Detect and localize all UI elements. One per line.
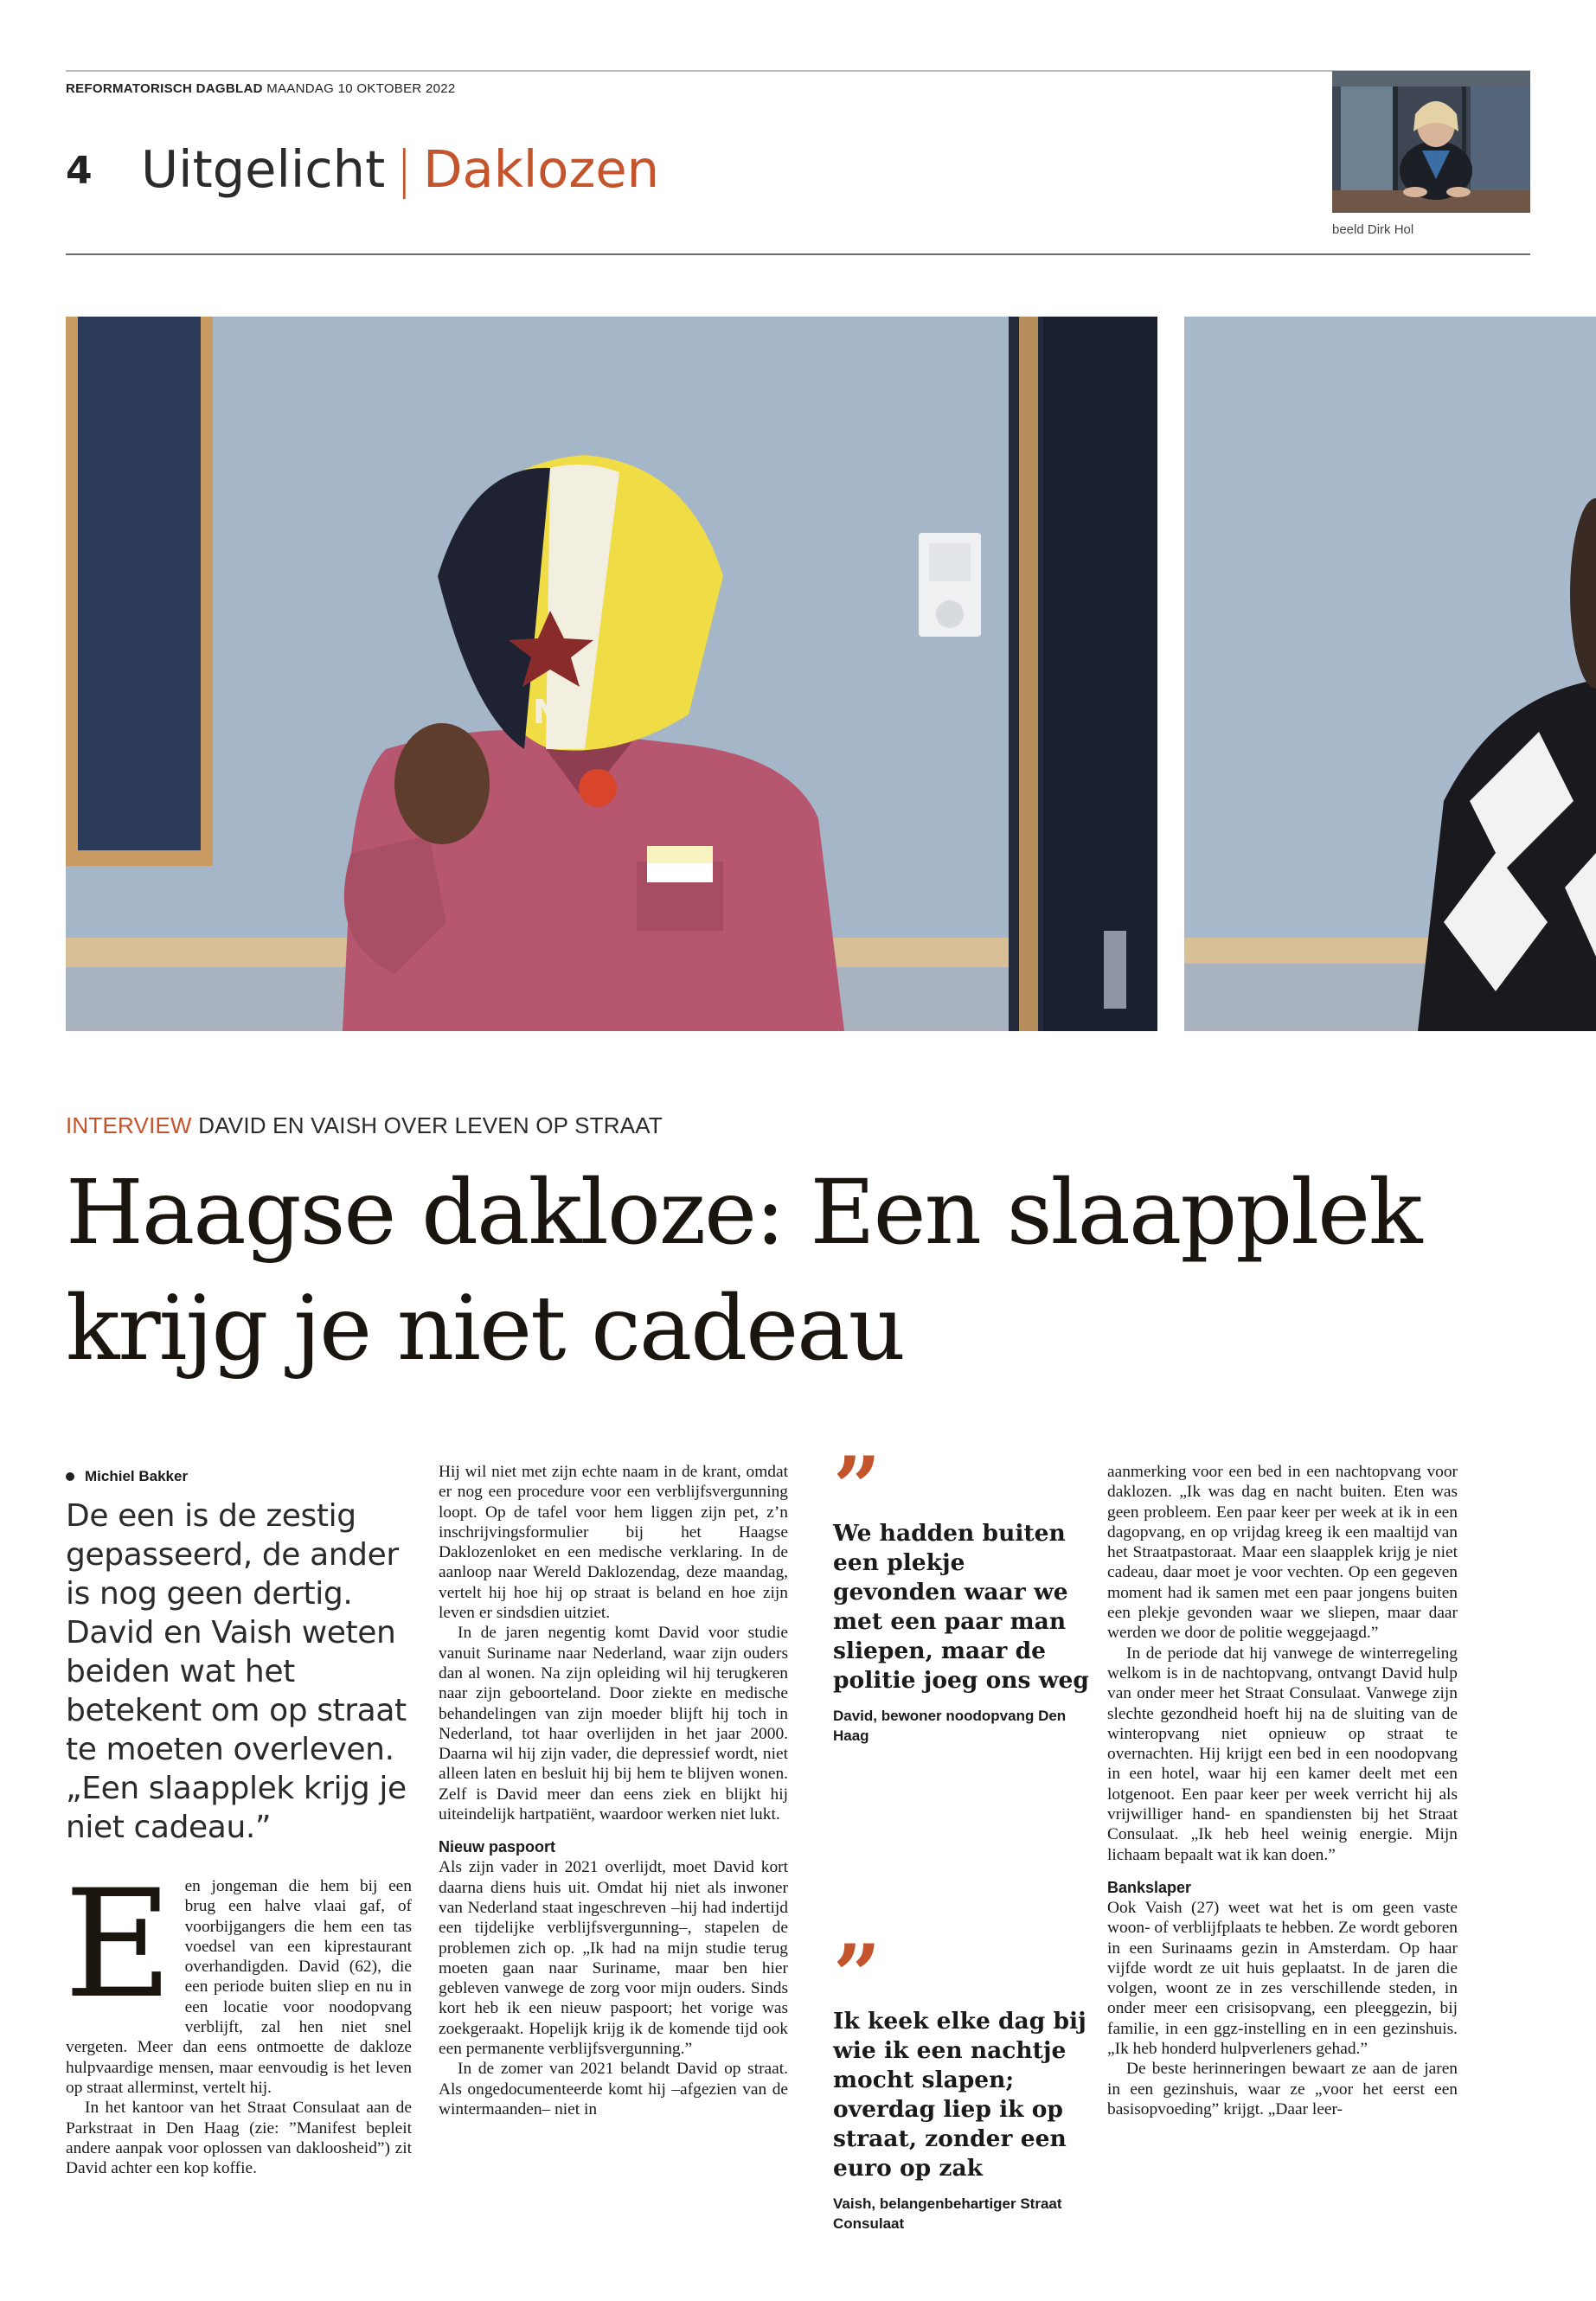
paragraph: In de periode dat hij vanwege de winterregeling welkom is in de nachtopvang, ontvangt David hulp van onder meer het Straat Consulaat. Vanwege zijn slechte gezondheid hoeft hij na de sluiting van de winteropvang niet opnieuw op straat te overnachten. Hij krijgt een bed in een noodopvang in een hotel, waar hij een kamer deelt met een lotgenoot. Een paar keer per week verricht hij als vrijwilliger hand- en spandiensten bij het Straat Consulaat. „Ik heb heel weinig energie. Mijn lichaam bepaalt wat ik kan doen.” <box>1107 1644 1458 1864</box>
byline-bullet <box>66 1472 74 1481</box>
pull-quote-vaish <box>833 1926 1093 2234</box>
article-headline <box>66 1155 1519 1387</box>
headline-line-1: Haagse dakloze: Een slaapplek <box>66 1161 1421 1265</box>
thumbnail-photo <box>1332 71 1530 213</box>
pull-quote-david <box>833 1439 1093 1746</box>
section-topic: Daklozen <box>423 139 660 199</box>
page-number: 4 <box>66 149 93 193</box>
section-name: Uitgelicht <box>141 139 386 199</box>
paragraph: aanmerking voor een bed in een nachtopvang voor daklozen. „Ik was dag en nacht buiten. Eten was geen probleem. Een paar keer per week at ik in een dagopvang, en op vrijdag kreeg ik een maaltijd van het Straatpastoraat. Maar een slaapplek krijg je niet cadeau, daar moet je voor vechten. Op een gegeven moment had ik samen met een paar jongens buiten een plekje gevonden waar we sliepen, maar daar werden we door de politie weggejaagd.” <box>1107 1463 1458 1643</box>
section-header <box>141 139 660 199</box>
subheading-nieuw-paspoort: Nieuw paspoort <box>439 1838 556 1856</box>
section-separator: | <box>395 139 413 199</box>
svg-text:NY: NY <box>533 693 585 731</box>
byline <box>66 1462 412 1491</box>
drop-cap: E <box>64 1857 173 2031</box>
column-4 <box>1107 1462 1458 2119</box>
quote-mark-icon: ” <box>833 1926 873 2024</box>
paragraph: In de jaren negentig komt David voor studie vanuit Suriname naar Nederland, waar zijn ouders dan al wonen. Na zijn opleiding wil hij terugkeren naar zijn geboorteland. Door ziekte en medische behandelingen van zijn moeder blijft hij toch in Nederland, tot haar overlijden in het jaar 2000. Daarna wil hij zijn vader, die depressief wordt, niet alleen laten en besluit hij bij hem te blijven wonen. Zelf is David meer dan eens ziek en blijkt hij uiteindelijk hartpatiënt, waardoor werken niet lukt. <box>439 1624 788 1824</box>
photo-credit: beeld Dirk Hol <box>1332 222 1414 237</box>
article-intro: De een is de zestig gepasseerd, de ander is nog geen dertig. David en Vaish weten beiden wat het betekent om op straat te moeten overleven. „Een slaapplek krijg je niet cadeau.” <box>66 1498 407 1845</box>
quote-mark-icon: ” <box>833 1439 873 1536</box>
paragraph: In de zomer van 2021 belandt David op straat. Als ongedocumenteerde komt hij –afgezien van de wintermaanden– niet in <box>439 2060 788 2118</box>
section-rule <box>66 253 1530 255</box>
author-name: Michiel Bakker <box>85 1468 189 1485</box>
hero-photo-vaish <box>1184 317 1596 1031</box>
top-rule <box>66 70 1530 72</box>
hero-photo-david <box>66 317 1157 1031</box>
paragraph: De beste herinneringen bewaart ze aan de jaren in een gezinshuis, waar ze „voor het eerst een basisopvoeding” krijgt. „Daar leer- <box>1107 2060 1458 2118</box>
paragraph: Ook Vaish (27) weet wat het is om geen vaste woon- of verblijfplaats te hebben. Ze wordt geboren in een Surinaams gezin in Amsterdam. Op haar vijfde wordt ze uit huis geplaatst. In de jaren die volgen, woont ze in zes verschillende steden, in onder meer een crisisopvang, een pleeggezin, bij familie, in een ggz-instelling en in een gezinshuis. „Ik heb honderd hulpverleners gehad.” <box>1107 1898 1458 2059</box>
masthead-line <box>66 81 456 96</box>
column-2 <box>439 1462 788 2119</box>
headline-line-2: krijg je niet cadeau <box>66 1277 904 1381</box>
pull-quote-column <box>833 1439 1093 2234</box>
kicker-label: INTERVIEW <box>66 1112 192 1138</box>
quote-text: We hadden buiten een plekje gevonden waar we met een paar man sliepen, maar de politie joeg ons weg <box>833 1520 1089 1694</box>
quote-attribution: Vaish, belangenbehartiger Straat Consulaat <box>833 2195 1062 2232</box>
kicker-subject: DAVID EN VAISH OVER LEVEN OP STRAAT <box>198 1112 663 1138</box>
column-1 <box>66 1462 412 2178</box>
paragraph: In het kantoor van het Straat Consulaat aan de Parkstraat in Den Haag (zie: ”Manifest bepleit andere aanpak voor oplossen van dakloosheid”) zit David achter een kop koffie. <box>66 2099 412 2178</box>
quote-text: Ik keek elke dag bij wie ik een nachtje mocht slapen; overdag liep ik op straat, zonder een euro op zak <box>833 2008 1086 2182</box>
paragraph: en jongeman die hem bij een brug een halve vlaai gaf, of voorbijgangers die hem een tas voedsel van een kiprestaurant overhandigden. David (62), die een periode buiten sliep en nu in een locatie voor noodopvang verblijft, zal hen niet snel vergeten. Meer dan eens ontmoette de dakloze hulpvaardige mensen, maar eenvoudig is het leven op straat allerminst, vertelt hij. <box>66 1877 412 2097</box>
paragraph: Als zijn vader in 2021 overlijdt, moet David kort daarna diens huis uit. Omdat hij niet als inwoner van Nederland staat ingeschreven –hij had indertijd een tijdelijke verblijfsvergunning–, stapelen de problemen zich op. „Ik had na mijn studie terug moeten gaan naar Suriname, maar ben hier gebleven vanwege de zorg voor mijn ouders. Sinds kort heb ik een nieuw paspoort; het vorige was zoekgeraakt. Hopelijk krijg ik de komende tijd ook een permanente verblijfsvergunning.” <box>439 1858 788 2059</box>
article-kicker <box>66 1112 663 1139</box>
paper-name: REFORMATORISCH DAGBLAD <box>66 81 263 96</box>
subheading-bankslaper: Bankslaper <box>1107 1878 1192 1896</box>
issue-date: MAANDAG 10 OKTOBER 2022 <box>266 81 456 96</box>
quote-attribution: David, bewoner noodopvang Den Haag <box>833 1708 1067 1744</box>
paragraph: Hij wil niet met zijn echte naam in de krant, omdat er nog een procedure voor een verblijfsvergunning loopt. Op de tafel voor hem liggen zijn pet, z’n inschrijvingsformulier bij het Haagse Daklozenloket en een medische verklaring. In de aanloop naar Wereld Daklozendag, deze maandag, vertelt hij hoe hij op straat is beland en hoe zijn leven er sindsdien uitziet. <box>439 1463 788 1623</box>
article-opening <box>64 1857 412 2178</box>
